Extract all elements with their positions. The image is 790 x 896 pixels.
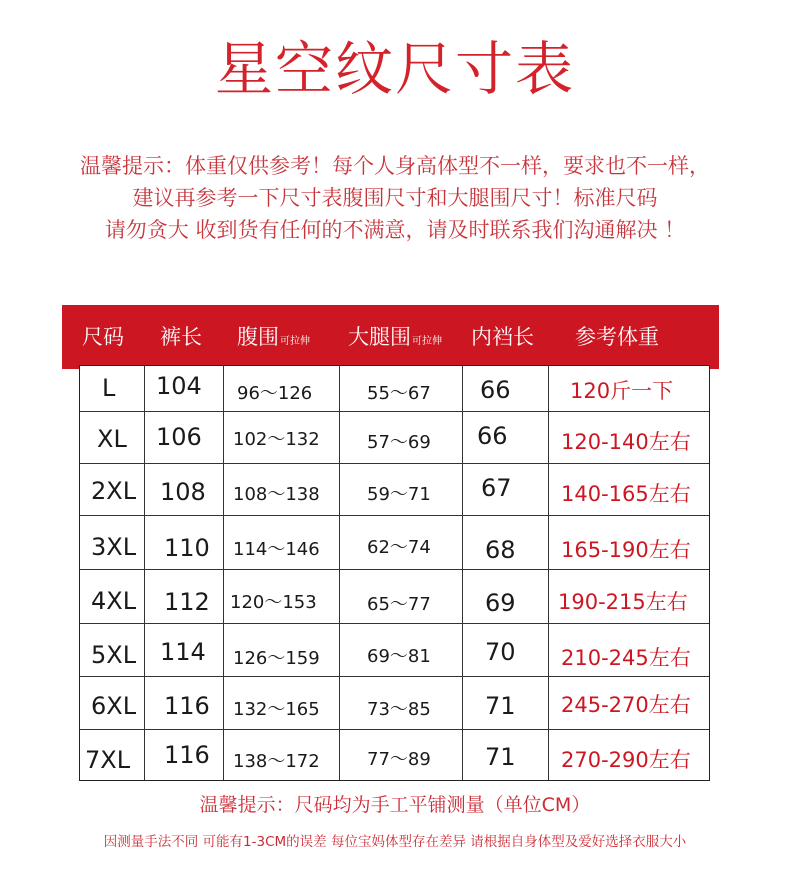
row-size: 7XL (85, 746, 131, 774)
row-length: 108 (160, 478, 206, 506)
row-divider (80, 623, 709, 624)
page-title: 星空纹尺寸表 (214, 35, 575, 103)
row-waist: 96～126 (237, 383, 313, 404)
row-waist: 114～146 (233, 539, 320, 560)
row-waist: 102～132 (233, 429, 320, 450)
row-size: 4XL (91, 587, 137, 615)
row-waist: 120～153 (230, 592, 317, 613)
row-divider (80, 676, 709, 677)
row-waist: 138～172 (233, 751, 320, 772)
row-weight: 120斤一下 (570, 379, 674, 403)
row-waist: 108～138 (233, 484, 320, 505)
row-length: 116 (164, 741, 210, 769)
row-divider (80, 463, 709, 464)
row-size: 6XL (91, 692, 137, 720)
tip-line-1: 温馨提示：体重仅供参考！每个人身高体型不一样，要求也不一样， (80, 154, 710, 178)
row-size: 2XL (91, 477, 137, 505)
row-length: 116 (164, 692, 210, 720)
table-header (62, 305, 719, 369)
row-inseam: 68 (485, 536, 516, 564)
row-weight: 165-190左右 (561, 538, 691, 562)
row-divider (80, 569, 709, 570)
row-weight: 245-270左右 (561, 693, 691, 717)
size-table (79, 365, 710, 781)
header-thigh-note: 可拉伸 (412, 336, 442, 347)
header-thigh (348, 305, 442, 369)
row-thigh: 77～89 (367, 749, 431, 770)
row-inseam: 69 (485, 589, 516, 617)
row-divider (80, 729, 709, 730)
row-length: 114 (160, 638, 206, 666)
row-length: 112 (164, 588, 210, 616)
row-inseam: 71 (485, 692, 516, 720)
row-inseam: 71 (485, 743, 516, 771)
row-waist: 132～165 (233, 699, 320, 720)
row-weight: 270-290左右 (561, 748, 691, 772)
row-weight: 120-140左右 (561, 430, 691, 454)
row-thigh: 69～81 (367, 646, 431, 667)
header-waist-note: 可拉伸 (280, 336, 310, 347)
row-divider (80, 411, 709, 412)
header-thigh-label: 大腿围 (348, 325, 411, 349)
row-thigh: 73～85 (367, 699, 431, 720)
row-weight: 190-215左右 (558, 590, 688, 614)
row-length: 104 (156, 372, 202, 400)
header-waist-label: 腹围 (237, 325, 279, 349)
tips-block (0, 150, 790, 246)
row-size: 3XL (91, 533, 137, 561)
row-size: 5XL (91, 641, 137, 669)
header-inseam: 内裆长 (471, 325, 534, 349)
row-inseam: 66 (477, 422, 508, 450)
header-waist (237, 305, 310, 369)
row-size: XL (97, 425, 127, 453)
row-divider (80, 515, 709, 516)
column-divider (462, 366, 463, 780)
row-weight: 140-165左右 (561, 482, 691, 506)
row-thigh: 59～71 (367, 484, 431, 505)
footer-note: 温馨提示：尺码均为手工平铺测量（单位CM） (199, 794, 591, 816)
footer-disclaimer: 因测量手法不同 可能有1-3CM的误差 每位宝妈体型存在差异 请根据自身体型及爱好选择衣服大小 (103, 834, 687, 850)
row-size: L (102, 374, 116, 402)
column-divider (223, 366, 224, 780)
tip-line-2: 建议再参考一下尺寸表腹围尺寸和大腿围尺寸！标准尺码 (132, 186, 658, 210)
row-thigh: 55～67 (367, 383, 431, 404)
column-divider (548, 366, 549, 780)
tip-line-3: 请勿贪大 收到货有任何的不满意，请及时联系我们沟通解决 ！ (104, 218, 686, 242)
column-divider (339, 366, 340, 780)
row-length: 110 (164, 534, 210, 562)
row-inseam: 70 (485, 638, 516, 666)
row-thigh: 62～74 (367, 537, 431, 558)
row-inseam: 66 (480, 376, 511, 404)
row-inseam: 67 (481, 474, 512, 502)
row-thigh: 57～69 (367, 432, 431, 453)
header-length: 裤长 (160, 325, 202, 349)
header-size: 尺码 (82, 325, 124, 349)
row-weight: 210-245左右 (561, 646, 691, 670)
header-weight: 参考体重 (575, 325, 659, 349)
row-thigh: 65～77 (367, 594, 431, 615)
column-divider (144, 366, 145, 780)
row-length: 106 (156, 423, 202, 451)
row-waist: 126～159 (233, 648, 320, 669)
